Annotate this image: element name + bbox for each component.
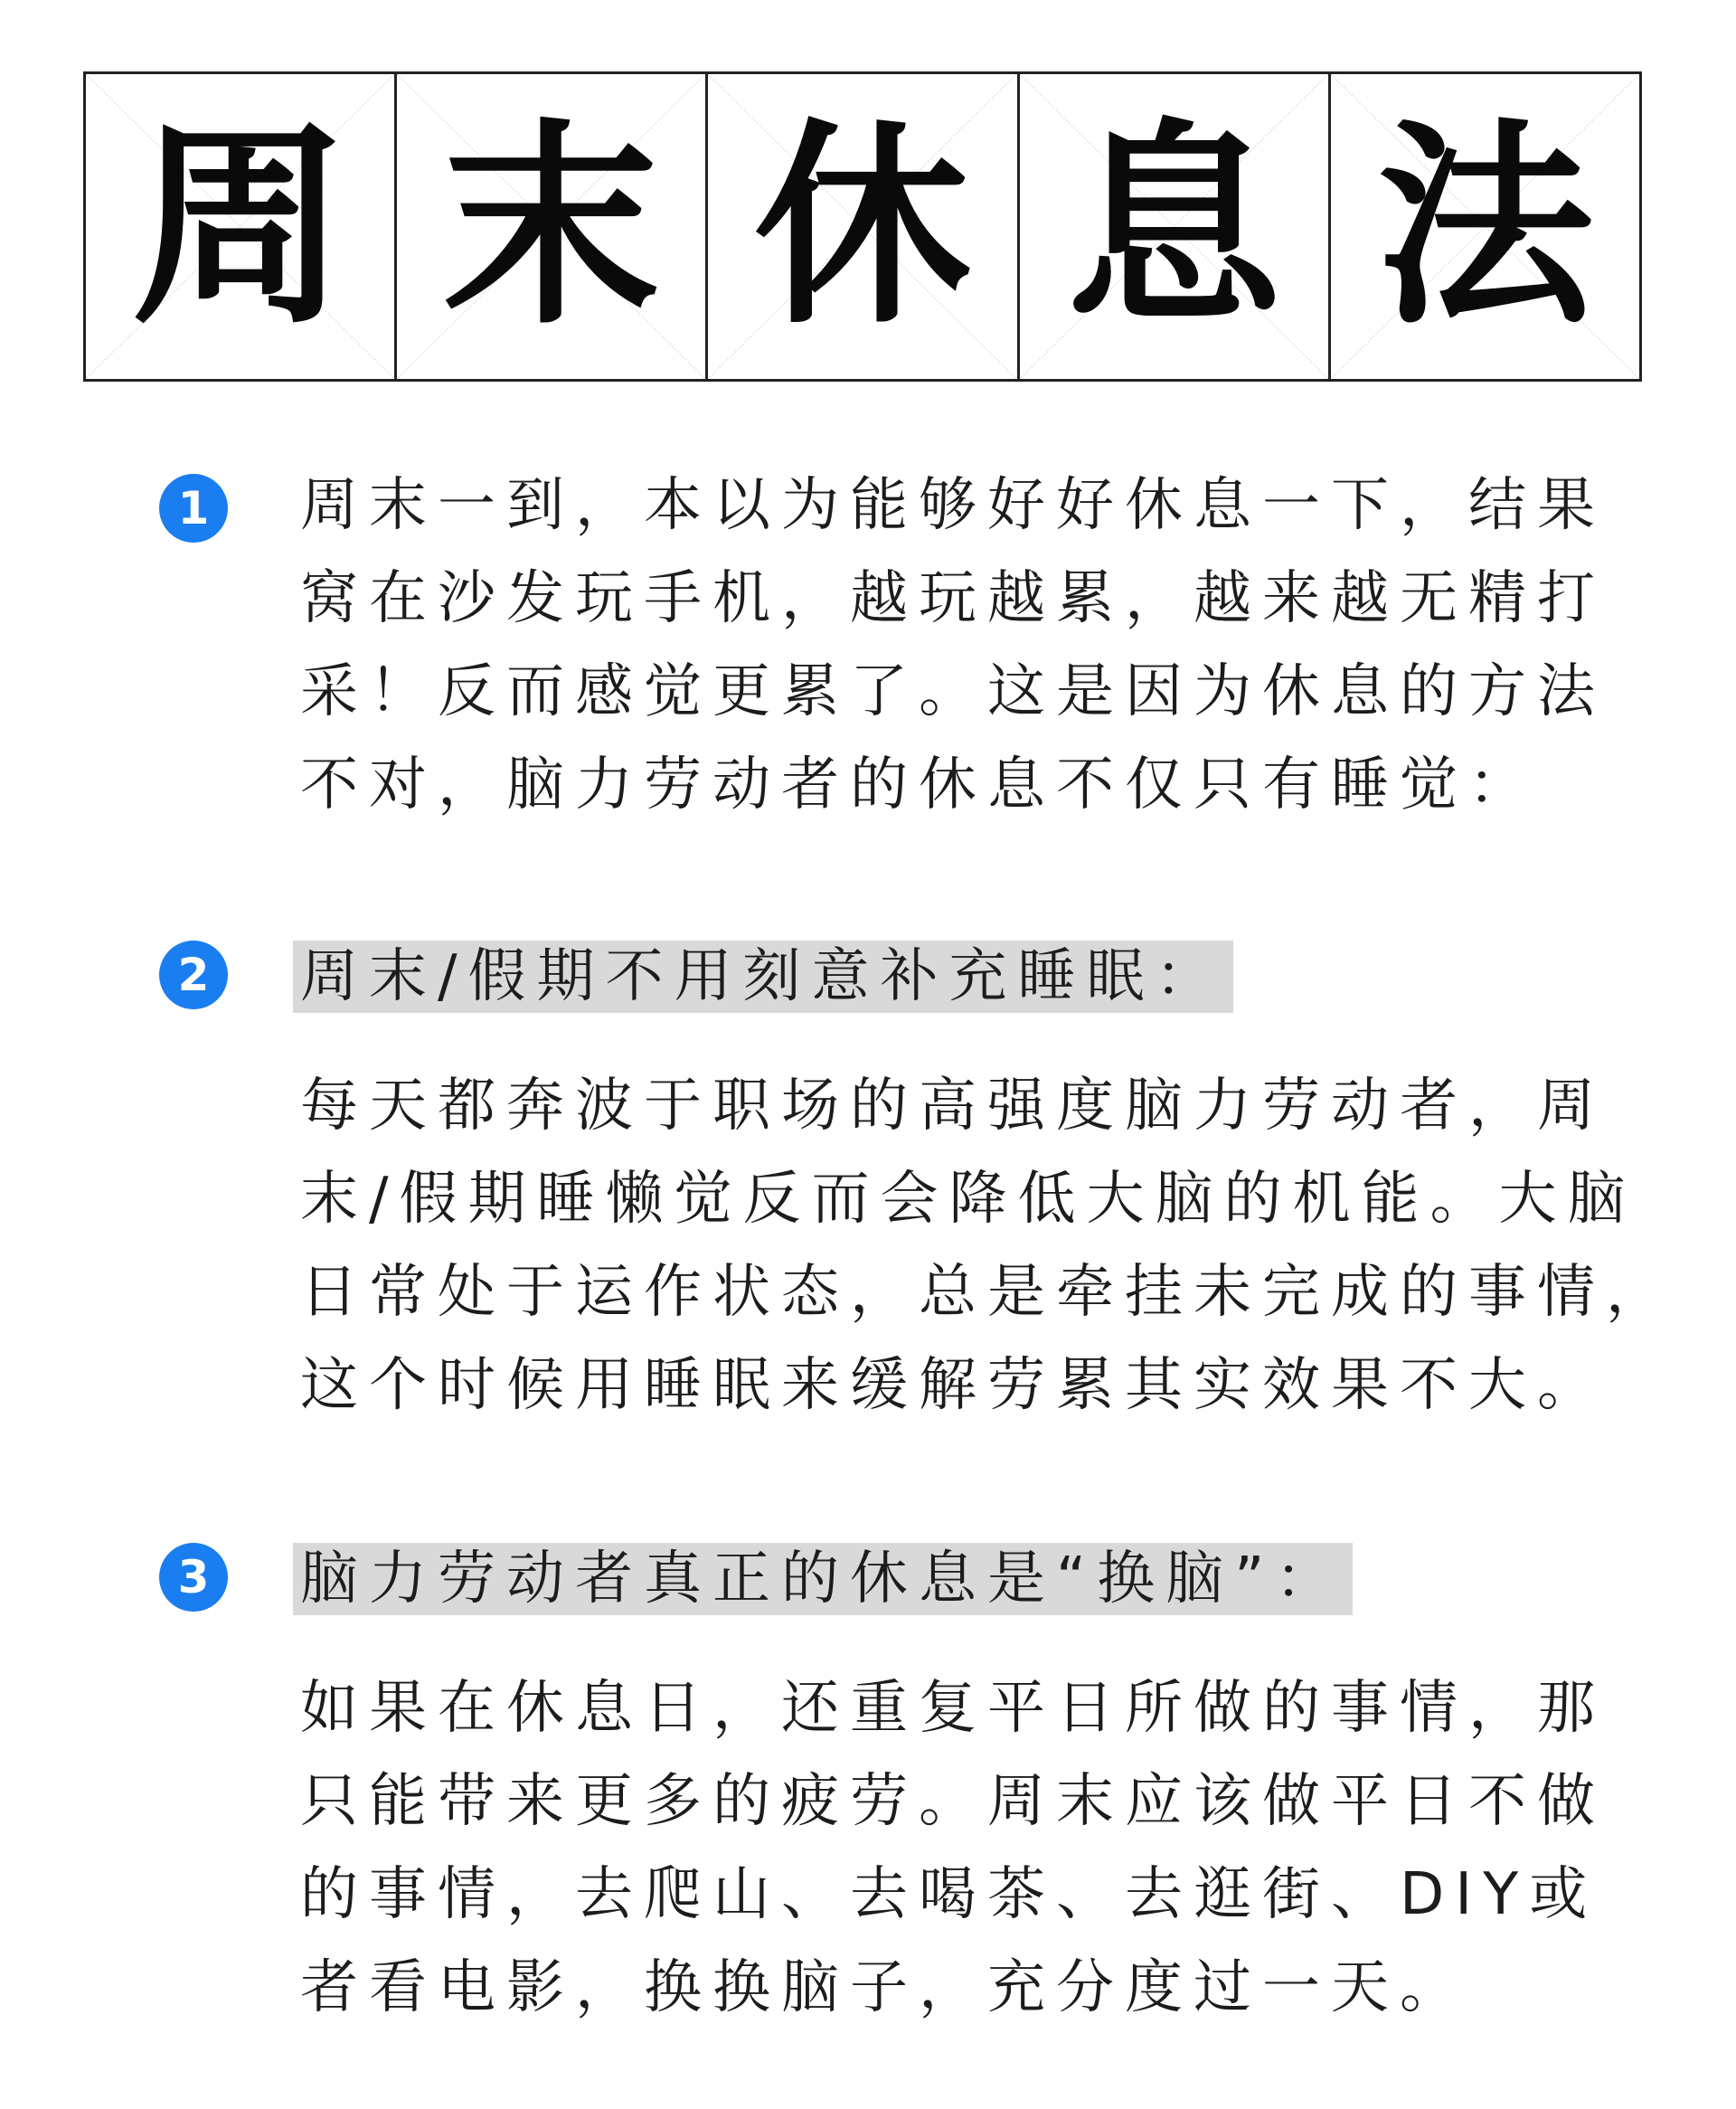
section-1-paragraph [300,459,1606,832]
text-line: 不对，脑力劳动者的休息不仅只有睡觉： [300,752,1537,818]
text-line: 每天都奔波于职场的高强度脑力劳动者，周 [300,1073,1606,1140]
title-char: 周 [131,99,349,354]
title-cell-2 [397,74,708,379]
text-line: 周末一到，本以为能够好好休息一下，结果 [300,472,1606,539]
text-line: 采！反而感觉更累了。这是因为休息的方法 [300,658,1606,725]
title-cell-1 [86,74,397,379]
section-3-heading: 脑力劳动者真正的休息是“换脑”： [293,1543,1353,1615]
text-line: 者看电影，换换脑子，充分度过一天。 [300,1954,1468,2021]
text-line: 如果在休息日，还重复平日所做的事情，那 [300,1675,1606,1742]
text-line: 日常处于运作状态，总是牵挂未完成的事情， [300,1259,1675,1326]
text-line: 只能带来更多的疲劳。周末应该做平日不做 [300,1768,1606,1835]
section-2-paragraph [300,1060,1675,1433]
number-badge: 2 [159,941,228,1009]
number-badge: 3 [159,1543,228,1612]
title-char: 息 [1065,99,1283,354]
text-line: 末/假期睡懒觉反而会降低大脑的机能。大脑 [300,1166,1637,1233]
title-char: 法 [1376,99,1594,354]
section-3-paragraph [300,1662,1606,2035]
text-line: 窝在沙发玩手机，越玩越累，越来越无精打 [300,565,1606,632]
number-badge: 1 [159,474,228,543]
text-line: 的事情，去爬山、去喝茶、去逛街、DIY或 [300,1861,1599,1928]
title-char: 休 [754,99,972,354]
title-char: 末 [442,99,660,354]
text-line: 这个时候用睡眠来缓解劳累其实效果不大。 [300,1352,1606,1419]
title-grid [83,71,1642,382]
title-cell-4 [1020,74,1331,379]
title-cell-5 [1331,74,1639,379]
title-cell-3 [708,74,1019,379]
section-2-heading: 周末/假期不用刻意补充睡眠： [293,941,1233,1013]
